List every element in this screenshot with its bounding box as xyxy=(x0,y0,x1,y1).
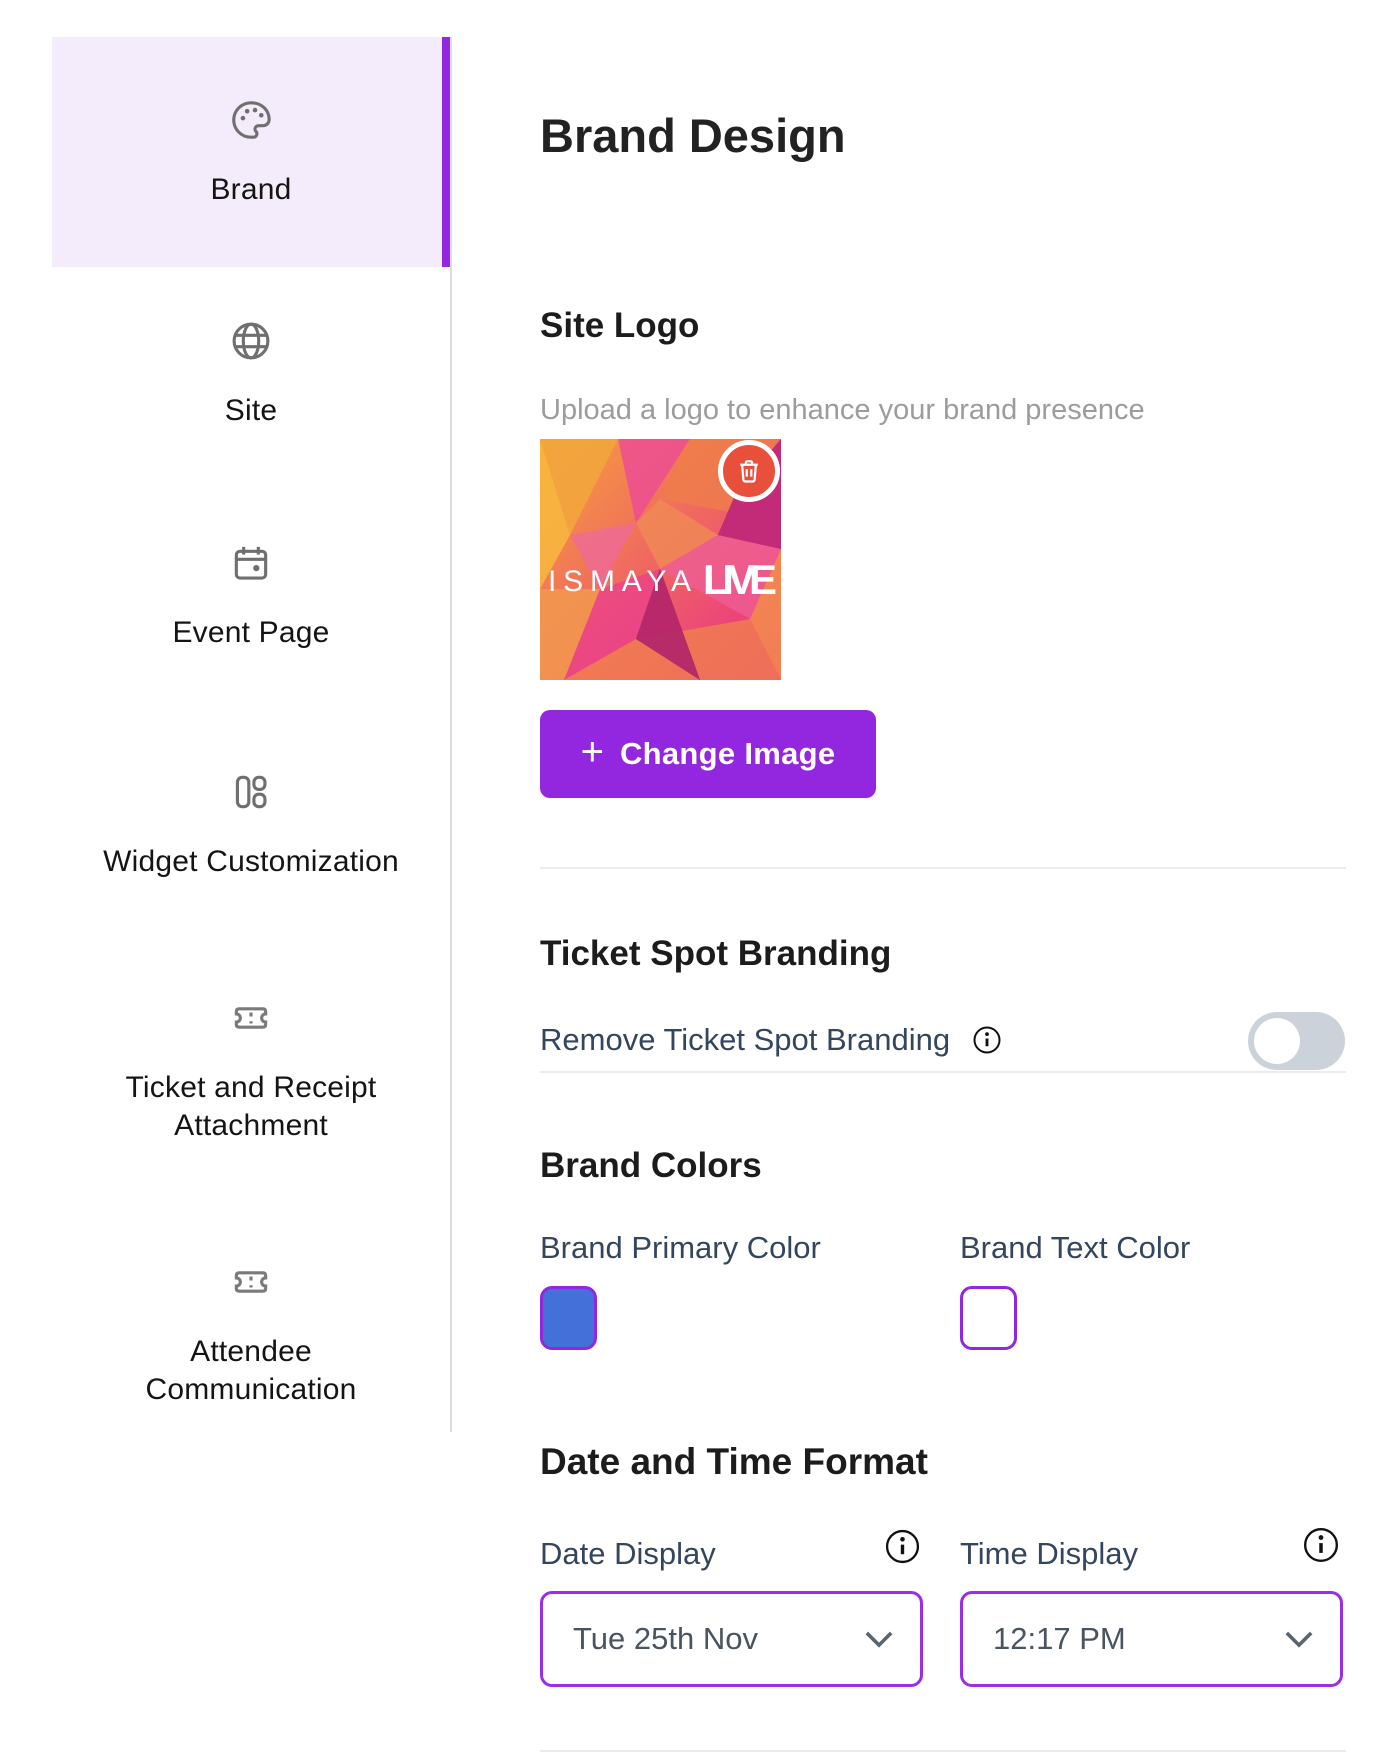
remove-branding-toggle[interactable] xyxy=(1248,1012,1345,1070)
time-display-select[interactable] xyxy=(960,1591,1343,1687)
sidebar-item-label: Site xyxy=(224,394,278,427)
info-icon[interactable] xyxy=(884,1528,921,1565)
sidebar-item-label: Attendee Communication xyxy=(145,1335,357,1406)
toggle-knob xyxy=(1254,1018,1300,1064)
sidebar-item-label: Brand xyxy=(210,173,292,206)
change-image-button[interactable] xyxy=(540,710,876,798)
widget-layout-icon xyxy=(228,769,274,815)
brand-primary-color-swatch[interactable] xyxy=(540,1286,597,1350)
remove-branding-row xyxy=(540,1022,1002,1058)
site-logo-heading: Site Logo xyxy=(540,306,700,345)
sidebar-item-event-page[interactable] xyxy=(52,540,450,652)
sidebar-item-brand[interactable] xyxy=(52,37,450,267)
active-indicator-bar xyxy=(442,37,450,267)
site-logo-preview xyxy=(540,439,781,680)
section-divider xyxy=(540,867,1346,869)
brand-colors-heading: Brand Colors xyxy=(540,1146,762,1185)
svg-text:LIVE: LIVE xyxy=(703,556,777,603)
ticket-icon xyxy=(228,995,274,1041)
globe-icon xyxy=(228,318,274,364)
ticket-icon xyxy=(228,1259,274,1305)
info-icon[interactable] xyxy=(1302,1526,1340,1564)
brand-text-color-label: Brand Text Color xyxy=(960,1230,1191,1265)
brand-primary-color-label: Brand Primary Color xyxy=(540,1230,821,1265)
sidebar-item-attendee-communication[interactable] xyxy=(52,1259,450,1409)
ticket-spot-branding-heading: Ticket Spot Branding xyxy=(540,934,892,973)
section-divider xyxy=(540,1071,1346,1073)
change-image-label: Change Image xyxy=(619,736,836,771)
sidebar-item-ticket-receipt-attachment[interactable] xyxy=(52,995,450,1145)
trash-icon xyxy=(734,456,764,486)
svg-text:ISMAYA: ISMAYA xyxy=(548,565,696,598)
date-display-label: Date Display xyxy=(540,1536,716,1571)
sidebar-item-label: Event Page xyxy=(172,616,330,649)
sidebar-item-site[interactable] xyxy=(52,318,450,430)
date-display-value: Tue 25th Nov xyxy=(573,1621,758,1656)
brand-text-color-swatch[interactable] xyxy=(960,1286,1017,1350)
section-divider xyxy=(540,1750,1346,1752)
palette-icon xyxy=(228,97,274,143)
calendar-icon xyxy=(228,540,274,586)
sidebar-item-widget-customization[interactable] xyxy=(52,769,450,881)
remove-branding-label: Remove Ticket Spot Branding xyxy=(540,1022,951,1057)
chevron-down-icon xyxy=(1284,1630,1314,1649)
plus-icon: + xyxy=(580,730,604,774)
date-display-select[interactable] xyxy=(540,1591,923,1687)
delete-logo-button[interactable] xyxy=(718,440,780,502)
chevron-down-icon xyxy=(864,1630,894,1649)
time-display-label: Time Display xyxy=(960,1536,1138,1571)
time-display-value: 12:17 PM xyxy=(993,1621,1126,1656)
info-icon[interactable] xyxy=(972,1025,1002,1055)
sidebar-item-label: Widget Customization xyxy=(103,845,399,878)
sidebar-divider xyxy=(450,37,452,1432)
date-time-heading: Date and Time Format xyxy=(540,1441,928,1482)
site-logo-description: Upload a logo to enhance your brand presence xyxy=(540,394,1145,426)
sidebar-item-label: Ticket and Receipt Attachment xyxy=(125,1071,377,1142)
page-title: Brand Design xyxy=(540,109,846,162)
